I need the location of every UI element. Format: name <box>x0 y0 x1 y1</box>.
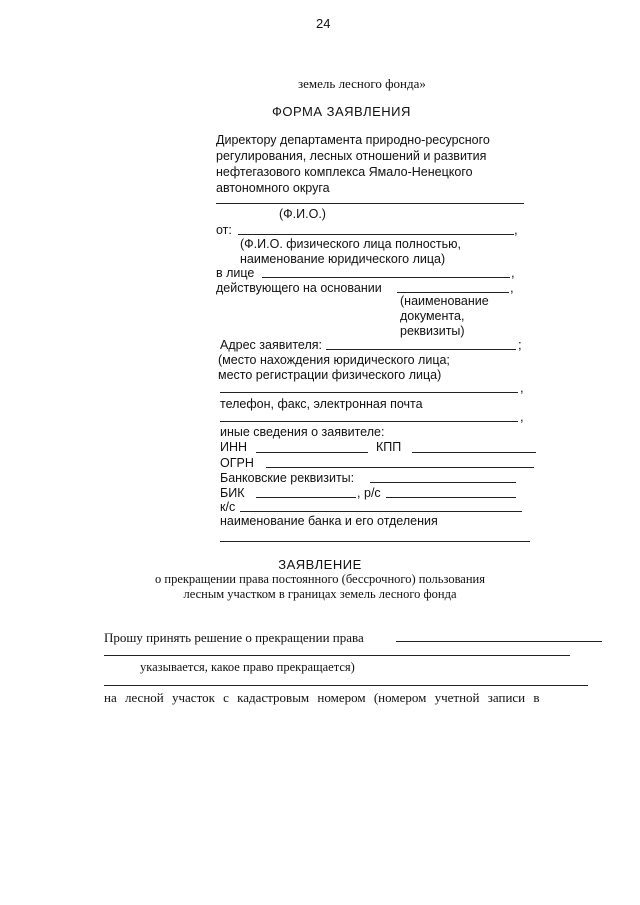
acting-comma: , <box>510 280 514 295</box>
from-hint-line-2: наименование юридического лица) <box>240 252 446 266</box>
address-field-line[interactable] <box>326 349 516 350</box>
addressee-line-1: Директору департамента природно-ресурсного <box>216 133 490 147</box>
from-hint <box>240 237 461 267</box>
page-number: 24 <box>316 16 331 31</box>
ks-field-line[interactable] <box>240 511 522 512</box>
statement-subtitle-line-2: лесным участком в границах земель лесного фонда <box>183 587 457 601</box>
statement-subtitle-line-1: о прекращении права постоянного (бессрочного) пользования <box>155 572 485 586</box>
statement-title: ЗАЯВЛЕНИЕ <box>278 557 362 572</box>
bank-details-label: Банковские реквизиты: <box>220 471 355 485</box>
request-field-line[interactable] <box>396 641 602 642</box>
request-text: Прошу принять решение о прекращении права <box>104 630 364 645</box>
acting-hint-line-3: реквизиты) <box>400 324 465 338</box>
bank-details-field-line[interactable] <box>370 482 516 483</box>
statement-title-wrap <box>0 557 640 573</box>
from-hint-line-1: (Ф.И.О. физического лица полностью, <box>240 237 462 251</box>
addressee-name-line[interactable] <box>216 203 524 204</box>
statement-subtitle <box>0 572 640 602</box>
contacts-label: телефон, факс, электронная почта <box>220 397 423 411</box>
inn-field-line[interactable] <box>256 452 368 453</box>
bik-comma: , <box>357 486 361 500</box>
address-extra-line[interactable] <box>220 392 518 393</box>
request-field-line-3[interactable] <box>104 685 588 686</box>
request-hint: указывается, какое право прекращается) <box>140 660 355 674</box>
bik-label: БИК <box>220 486 245 500</box>
ogrn-field-line[interactable] <box>266 467 534 468</box>
from-field-line[interactable] <box>238 234 514 235</box>
acting-hint <box>400 294 489 339</box>
in-person-comma: , <box>511 265 515 280</box>
from-label: от: <box>216 223 232 237</box>
address-label: Адрес заявителя: <box>220 338 322 352</box>
in-person-field-line[interactable] <box>262 277 510 278</box>
inn-label: ИНН <box>220 440 248 454</box>
fio-label: (Ф.И.О.) <box>279 207 326 221</box>
address-hint <box>218 353 450 383</box>
address-hint-line-1: (место нахождения юридического лица; <box>218 353 450 367</box>
contacts-field-line[interactable] <box>220 421 518 422</box>
address-extra-comma: , <box>520 380 524 395</box>
addressee-line-2: регулирования, лесных отношений и развития <box>216 149 487 163</box>
in-person-label: в лице <box>216 266 255 280</box>
address-semicolon: ; <box>518 337 522 352</box>
rs-label: р/с <box>364 486 381 500</box>
acting-hint-line-2: документа, <box>400 309 465 323</box>
address-hint-line-2: место регистрации физического лица) <box>218 368 442 382</box>
plot-text: на лесной участок с кадастровым номером (номером учетной записи в <box>104 690 540 705</box>
bank-name-field-line[interactable] <box>220 541 530 542</box>
bik-field-line[interactable] <box>256 497 356 498</box>
acting-label: действующего на основании <box>216 281 382 295</box>
from-comma: , <box>514 222 518 237</box>
kpp-label: КПП <box>376 440 402 454</box>
bank-name-label: наименование банка и его отделения <box>220 514 438 528</box>
addressee-line-4: автономного округа <box>216 181 330 195</box>
ks-label: к/с <box>220 500 236 514</box>
acting-field-line[interactable] <box>397 292 509 293</box>
acting-hint-line-1: (наименование <box>400 294 489 308</box>
form-title: ФОРМА ЗАЯВЛЕНИЯ <box>272 104 411 119</box>
rs-field-line[interactable] <box>386 497 516 498</box>
header-fragment: земель лесного фонда» <box>298 76 426 91</box>
request-field-line-2[interactable] <box>104 655 570 656</box>
addressee-line-3: нефтегазового комплекса Ямало-Ненецкого <box>216 165 473 179</box>
other-info-label: иные сведения о заявителе: <box>220 425 385 439</box>
addressee-block <box>216 132 490 196</box>
contacts-comma: , <box>520 409 524 424</box>
ogrn-label: ОГРН <box>220 456 254 470</box>
kpp-field-line[interactable] <box>412 452 536 453</box>
